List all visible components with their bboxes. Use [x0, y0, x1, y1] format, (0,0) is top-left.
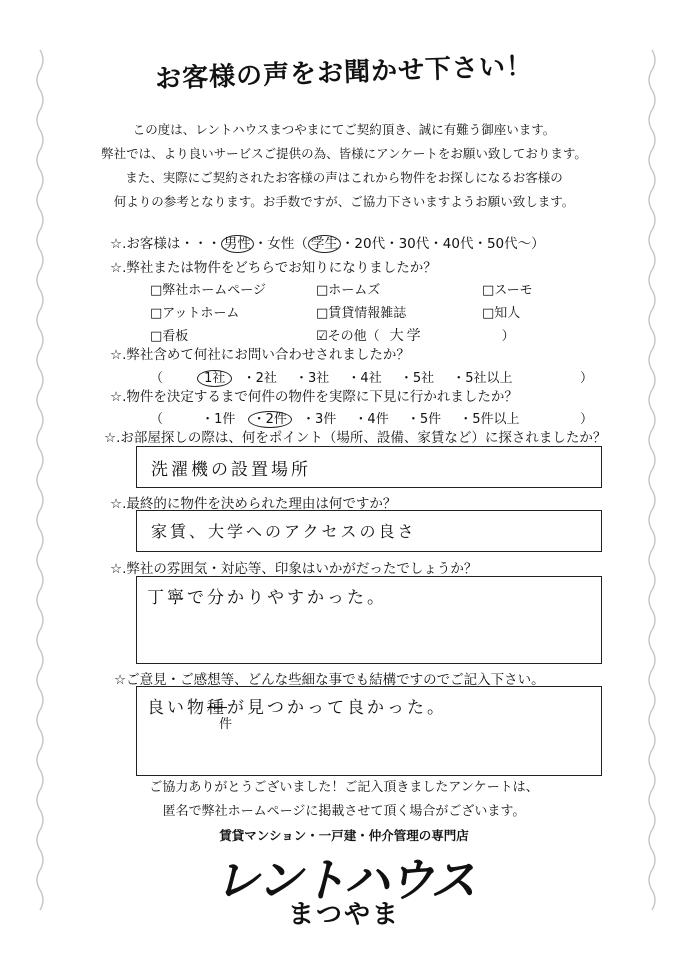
intro-line: 何よりの参考となります。お手数ですが、ご協力下さいますようお願い致します。	[113, 194, 575, 209]
question-properties-viewed: ☆.物件を決定するまで何件の物件を実際に下見に行かれましたか？	[110, 389, 518, 405]
survey-title: お客様の声をお聞かせ下さい！	[154, 51, 534, 95]
q3-close: ）	[580, 371, 594, 386]
question-decision-reason: ☆.最終的に物件を決められた理由は何ですか？	[110, 496, 397, 512]
company-tagline: 賃貸マンション・一戸建・仲介管理の専門店	[219, 828, 469, 843]
option-female[interactable]: 女性（	[267, 236, 308, 252]
answer-decision-reason: 家賃、大学へのアクセスの良さ	[151, 522, 417, 541]
option-other-checked[interactable]	[316, 325, 515, 345]
intro-line: 弊社では、より良いサービスご提供の為、皆様にアンケートをお願い致しております。	[101, 146, 587, 161]
question-how-found: ☆.弊社または物件をどちらでお知りになりましたか？	[110, 260, 437, 276]
answer-box-comments[interactable]	[136, 686, 602, 776]
option-acquaintance[interactable]: □知人	[482, 306, 521, 321]
q3-open: （	[150, 371, 164, 386]
q4-close: ）	[580, 412, 594, 427]
other-label: ☑その他（	[316, 329, 380, 344]
option-over-5-properties[interactable]: ・5件以上	[459, 412, 520, 427]
option-signboard[interactable]: □看板	[150, 329, 189, 344]
company-logo-sub: まつやま	[287, 900, 400, 930]
footer-thanks: ご協力ありがとうございました！ご記入頂きましたアンケートは、	[149, 780, 539, 795]
question-search-points: ☆.お部屋探しの際は、何をポイント（場所、設備、家賃など）に探されましたか？	[104, 430, 607, 446]
option-2-properties-selected[interactable]: ・2件	[248, 411, 292, 428]
option-homes[interactable]: □ホームズ	[316, 283, 381, 298]
option-ages[interactable]: ・20代・30代・40代・50代〜）	[340, 236, 545, 252]
answer-search-points: 洗濯機の設置場所	[151, 460, 311, 480]
answer-box-search-points[interactable]	[136, 446, 602, 488]
option-5-companies[interactable]: ・5社	[399, 371, 435, 386]
answer-box-impression[interactable]	[136, 576, 602, 664]
company-logo-name: レントハウス	[213, 853, 475, 907]
option-company-homepage[interactable]: □弊社ホームページ	[150, 283, 267, 298]
option-1-property[interactable]: ・1件	[201, 412, 236, 427]
question-comments: ☆ご意見・ご感想等、どんな些細な事でも結構ですのでご記入下さい。	[114, 672, 545, 688]
option-3-properties[interactable]: ・3件	[302, 412, 337, 427]
comment-text-start: 良い物	[147, 698, 207, 718]
intro-line: また、実際にご契約されたお客様の声はこれから物件をお探しになるお客様の	[125, 170, 563, 185]
option-1-company-selected[interactable]: 1社	[197, 370, 232, 387]
option-over-5-companies[interactable]: ・5社以上	[452, 371, 513, 386]
question-customer-type	[110, 232, 545, 252]
option-rental-magazine[interactable]: □賃貸情報雑誌	[316, 306, 407, 321]
q1-label: ☆.お客様は・・・	[110, 236, 221, 252]
other-close: ）	[501, 329, 515, 344]
q1-separator: ・	[253, 236, 268, 252]
question-companies-contacted: ☆.弊社含めて何社にお問い合わせされましたか？	[110, 347, 410, 363]
footer-notice: 匿名で弊社ホームページに掲載させて頂く場合がございます。	[162, 804, 526, 819]
intro-paragraph	[60, 118, 628, 214]
comment-correction: 件	[219, 717, 236, 732]
option-4-properties[interactable]: ・4件	[354, 412, 389, 427]
answer-comments	[147, 693, 447, 718]
option-student-selected[interactable]: 学生	[308, 235, 341, 253]
q4-options-row	[150, 408, 594, 427]
option-3-companies[interactable]: ・3社	[295, 371, 330, 386]
option-male-selected[interactable]: 男性	[221, 235, 254, 253]
q3-options-row	[150, 367, 594, 386]
option-5-properties[interactable]: ・5件	[406, 412, 442, 427]
question-impression: ☆.弊社の雰囲気・対応等、印象はいかがだったでしょうか？	[110, 561, 478, 577]
option-suumo[interactable]: □スーモ	[482, 283, 533, 298]
other-handwritten-value: 大学	[389, 328, 424, 344]
option-2-companies[interactable]: ・2社	[242, 371, 277, 386]
answer-impression: 丁寧で分かりやすかった。	[147, 588, 387, 608]
intro-line: この度は、レントハウスまつやまにてご契約頂き、誠に有難う御座います。	[132, 122, 556, 137]
answer-box-decision-reason[interactable]	[136, 510, 602, 552]
option-athome[interactable]: □アットホーム	[150, 306, 240, 321]
q4-open: （	[150, 412, 164, 427]
option-4-companies[interactable]: ・4社	[347, 371, 382, 386]
comment-text-end: が見つかって良かった。	[227, 698, 447, 718]
comment-struck-character: 種	[207, 698, 227, 718]
